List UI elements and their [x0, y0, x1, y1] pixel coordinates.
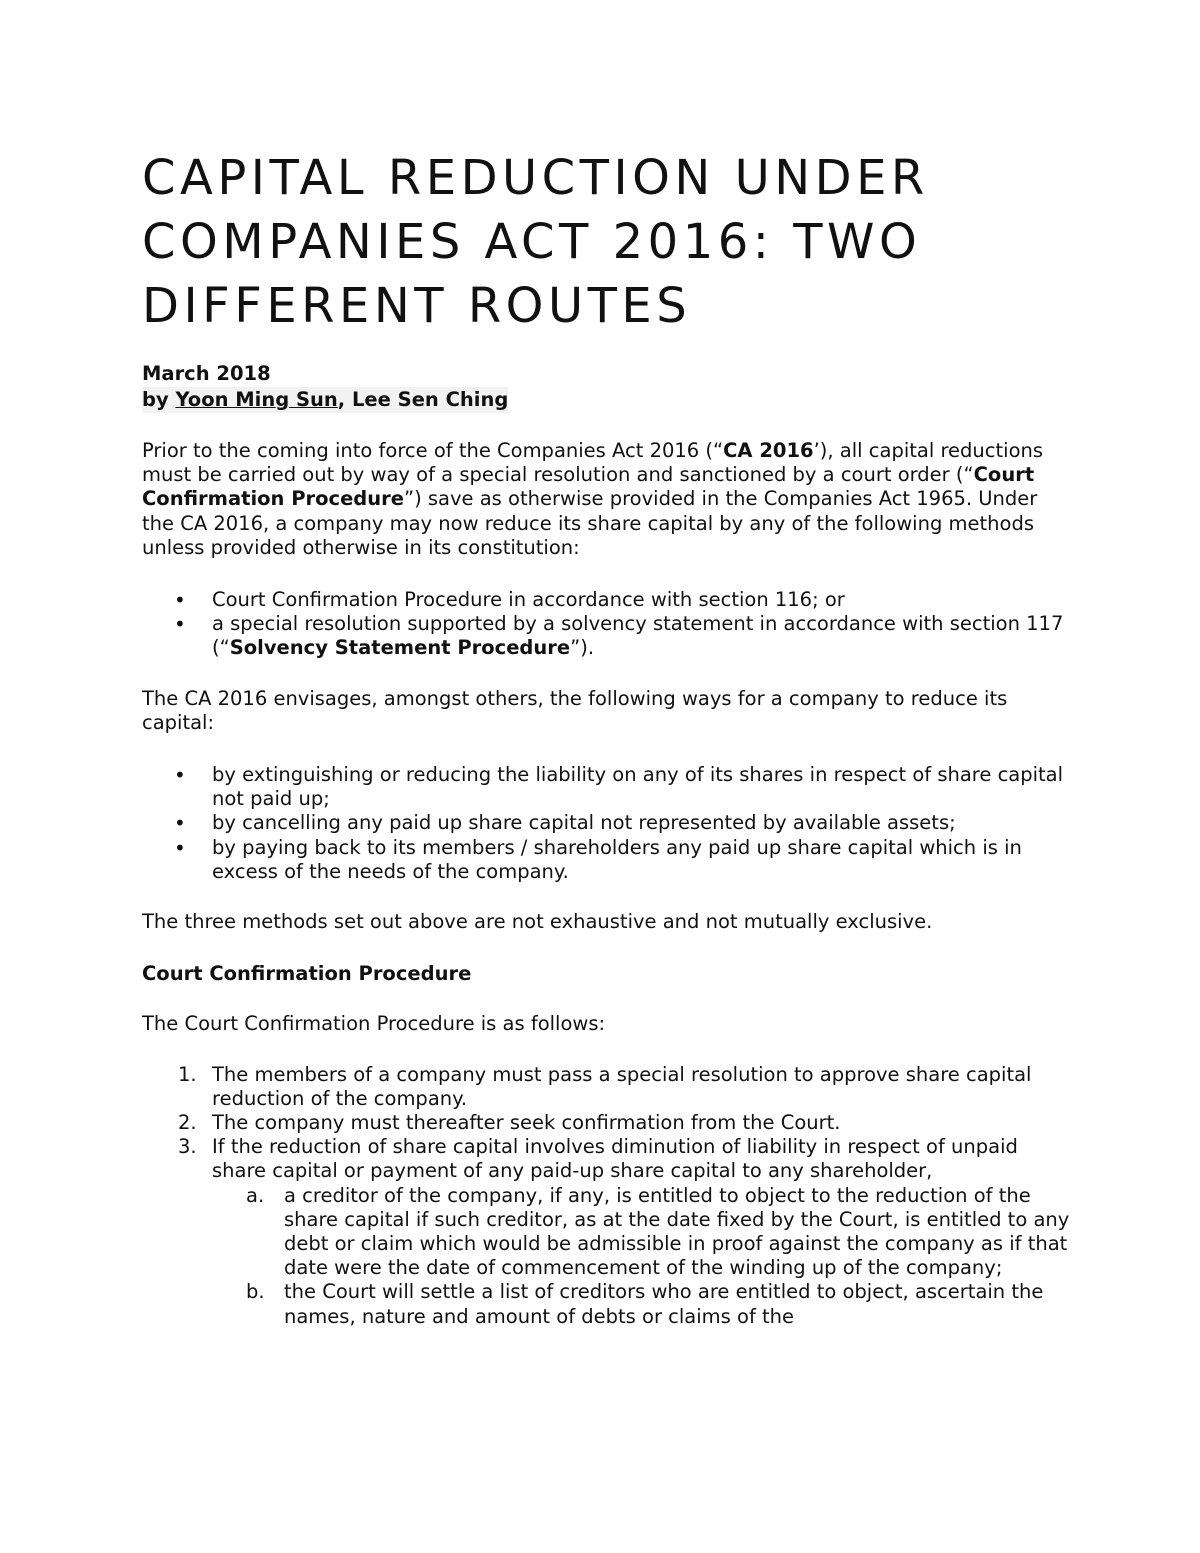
list-letter: a.: [246, 1183, 265, 1207]
procedure-steps-list: [142, 1063, 1072, 1329]
title-line: CAPITAL REDUCTION UNDER: [142, 150, 929, 206]
list-item-text: The members of a company must pass a special resolution to approve share capital reduction of the company.: [212, 1062, 1032, 1110]
list-item-text: a special resolution supported by a solvency statement in accordance with section 117 (“: [212, 612, 1064, 660]
list-item: [142, 1111, 1072, 1135]
list-number: 3.: [178, 1135, 197, 1159]
list-item-text: a creditor of the company, if any, is entitled to object to the reduction of the share capital if such creditor, as at the date fixed by the Court, is entitled to any debt or claim which would be admissible in proof against the company as if that date were the date of commencement of the winding up of the company;: [284, 1183, 1070, 1280]
list-item: [142, 1135, 1072, 1329]
byline: [142, 387, 1072, 413]
byline-separator: ,: [337, 388, 352, 411]
intro-text: Prior to the coming into force of the Companies Act 2016 (“: [142, 439, 724, 462]
list-item: [142, 612, 1072, 660]
document-body: [142, 146, 1072, 1329]
section-heading: Court Confirmation Procedure: [142, 962, 472, 986]
list-number: 2.: [178, 1111, 197, 1135]
intro-text: ”) save as otherwise provided in the Companies Act 1965. Under the CA 2016, a company may now reduce its share capital by any of the following methods unless provided otherwise in its constitution:: [142, 487, 1038, 559]
title-line: DIFFERENT ROUTES: [142, 278, 692, 334]
list-item-text: If the reduction of share capital involves diminution of liability in respect of unpaid share capital or payment of any paid-up share capital to any shareholder,: [212, 1135, 1018, 1183]
title-line: COMPANIES ACT 2016: TWO: [142, 214, 922, 270]
list-number: 1.: [178, 1062, 197, 1086]
defined-term: Court Confirmation Procedure: [142, 463, 1035, 511]
list-item: • by paying back to its members / shareholders any paid up share capital which is in excess of the needs of the company.: [142, 836, 1072, 884]
methods-list: [142, 588, 1072, 661]
list-item: [212, 1280, 1072, 1328]
intro-text: ’), all capital reductions must be carried out by way of a special resolution and sanctioned by a court order (“: [142, 439, 1044, 487]
byline-prefix: by: [142, 388, 176, 411]
sub-steps-list: [212, 1184, 1072, 1329]
list-item-text: ”).: [570, 636, 595, 660]
ways-intro-paragraph: The CA 2016 envisages, amongst others, the following ways for a company to reduce its capital:: [142, 686, 1008, 734]
defined-term: Solvency Statement Procedure: [229, 636, 571, 660]
procedure-intro-paragraph: The Court Confirmation Procedure is as follows:: [142, 1012, 606, 1036]
list-item: [142, 1063, 1072, 1111]
list-item-text: the Court will settle a list of creditors who are entitled to object, ascertain the names, nature and amount of debts or claims of the: [284, 1280, 1044, 1328]
list-letter: b.: [246, 1280, 265, 1304]
not-exhaustive-paragraph: The three methods set out above are not exhaustive and not mutually exclusive.: [142, 910, 933, 934]
document-title: [142, 146, 1072, 338]
publication-date: March 2018: [142, 362, 271, 385]
list-item: [212, 1184, 1072, 1281]
ways-list: [142, 763, 1072, 884]
author-link[interactable]: Yoon Ming Sun: [175, 388, 338, 411]
list-item: [142, 588, 1072, 612]
list-item: • by extinguishing or reducing the liability on any of its shares in respect of share capital not paid up;: [142, 763, 1072, 811]
list-item-text: The company must thereafter seek confirmation from the Court.: [212, 1111, 841, 1135]
list-item-text: Court Confirmation Procedure in accordance with section 116; or: [212, 588, 845, 612]
defined-term: CA 2016: [723, 439, 814, 462]
author-name: Lee Sen Ching: [352, 388, 509, 411]
byline-highlight: [142, 387, 508, 413]
intro-paragraph: [142, 439, 1072, 560]
list-item: • by cancelling any paid up share capital not represented by available assets;: [142, 811, 1072, 835]
